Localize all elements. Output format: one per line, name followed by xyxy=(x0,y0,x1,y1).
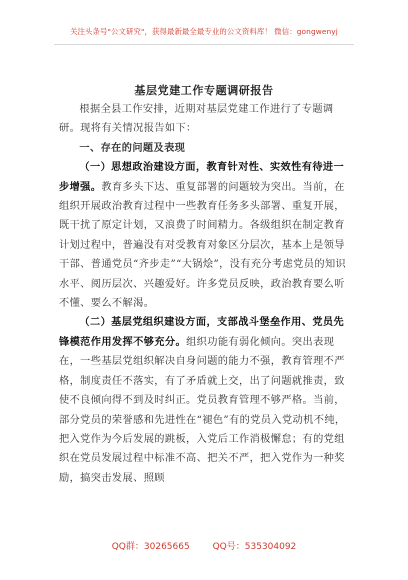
footer-contact xyxy=(0,539,408,552)
item-1-body: 教育多头下达、重复部署的问题较为突出。当前，在组织开展政治教育过程中一些教育任务多头部署、重复开展，既干扰了原定计划，又浪费了时间精力。各级组织在制定教育计划过程中，普遍没有对受教育对象区分层次，基本上是领导干部、普通党员“齐步走”“大锅烩”，没有充分考虑党员的知识水平、阅历层次、兴趣爱好。许多党员反映，政治教育要么听不懂、要么不解渴。 xyxy=(59,181,347,310)
intro-paragraph: 根据全县工作安排，近期对基层党建工作进行了专题调研。现将有关情况报告如下： xyxy=(59,104,334,135)
paragraph-item-1 xyxy=(59,158,353,313)
header-banner: 关注头条号"公文研究"，获得最新最全最专业的公文资料库！ 微信：gongwenyj xyxy=(70,27,338,36)
document-title: 基层党建工作专题调研报告 xyxy=(134,84,274,97)
item-1-heading: （一）思想政治建设方面，教育针对性、实效性有待进一步增强。 xyxy=(59,161,345,193)
item-2-heading: （二）基层党组织建设方面，支部战斗堡垒作用、党员先锋模范作用发挥不够充分。 xyxy=(59,316,345,348)
section-heading-1: 一、存在的问题及表现 xyxy=(79,141,186,154)
paragraph-item-2 xyxy=(59,313,353,488)
footer-qq-group: QQ群：30265665 xyxy=(111,542,190,552)
document-body xyxy=(59,100,353,488)
header-divider xyxy=(54,44,354,45)
footer-qq-number: QQ号：535304092 xyxy=(212,542,297,552)
item-2-body: 组织功能有弱化倾向。突出表现在，一些基层党组织解决自身问题的能力不强，教育管理不严格，制度责任不落实，有了矛盾就上交，出了问题就推责，致使不良倾向得不到及时纠正。党员教育管理不够严格。当前，部分党员的荣誉感和先进性在“褪色”有的党员入党动机不纯，把入党作为今后发展的跳板，入党后工作消极懈怠；有的党组织在党员发展过程中标准不高、把关不严，把入党作为一种奖励，搞突击发展、照顾 xyxy=(59,336,346,484)
